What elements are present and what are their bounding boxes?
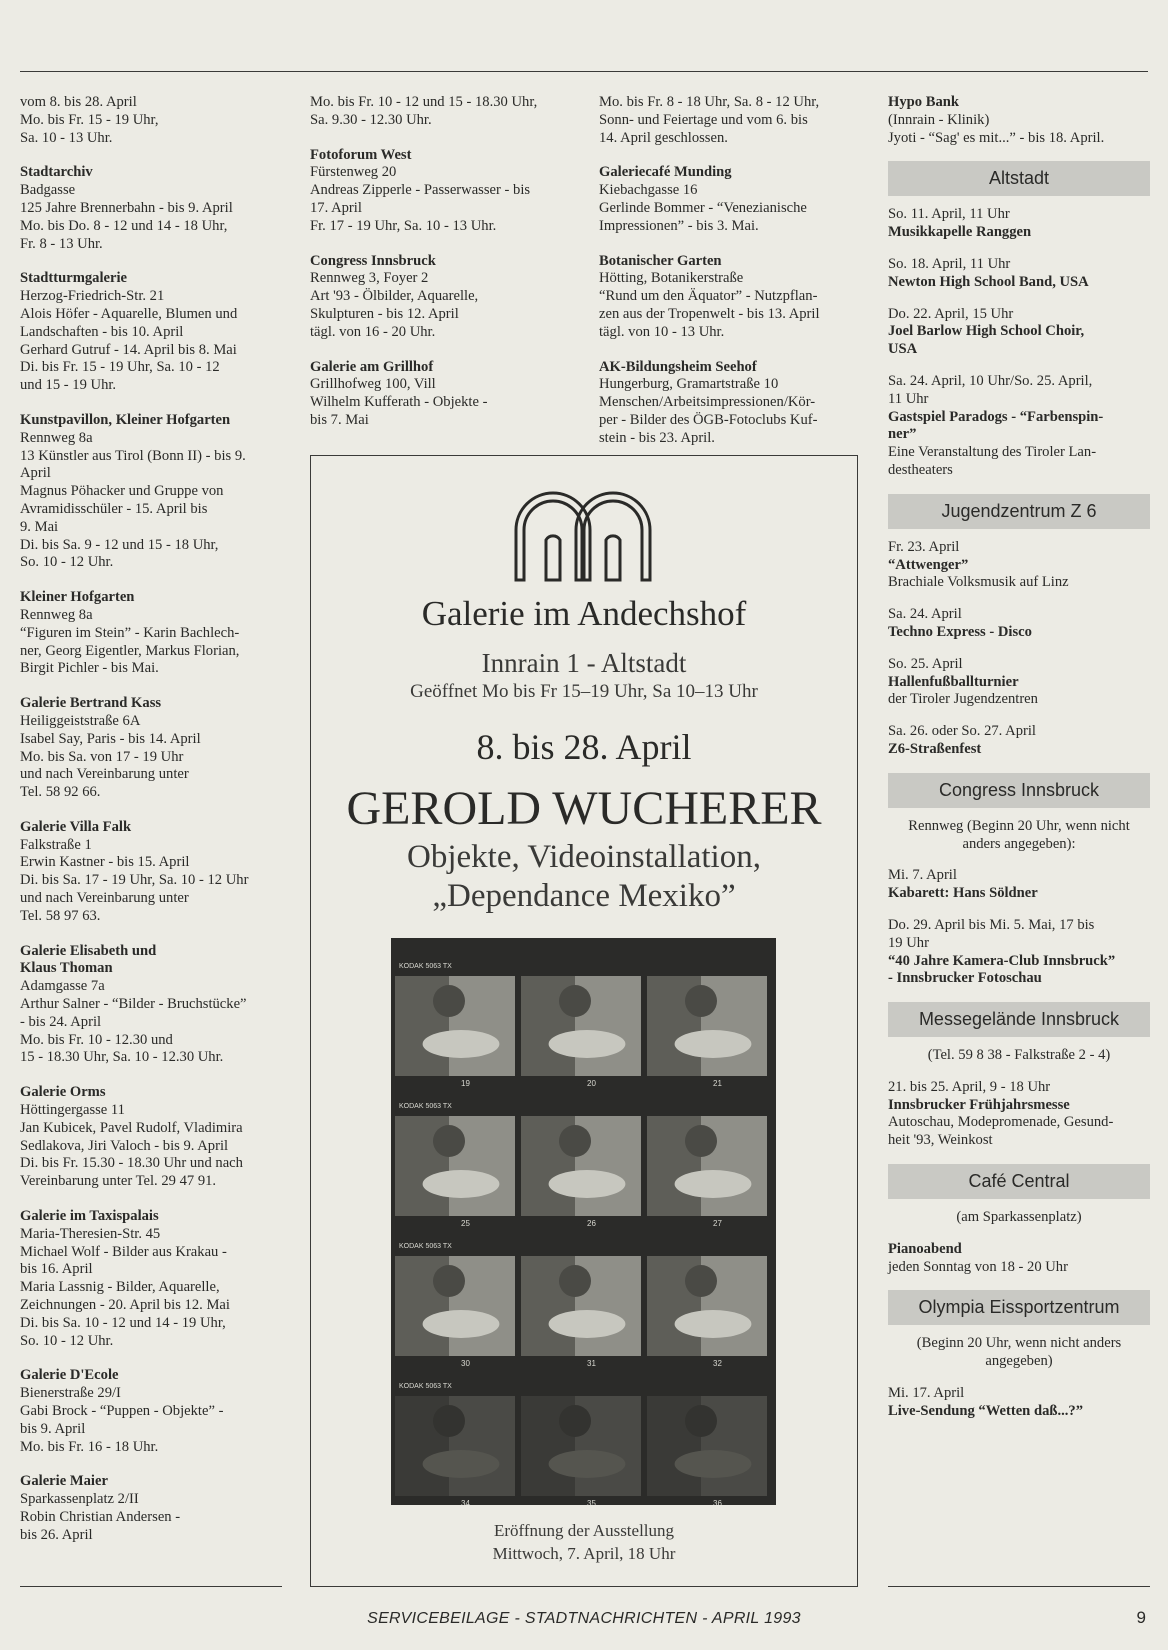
- entry-line: 125 Jahre Brennerbahn - bis 9. April: [20, 199, 233, 216]
- column-events: [888, 94, 1150, 1435]
- section-header: Café Central: [888, 1164, 1150, 1199]
- entry-line: Gerlinde Bommer - “Venezianische: [599, 199, 807, 216]
- entry-title: Galerie Bertrand Kass: [20, 695, 162, 712]
- gallery-entry: [599, 253, 861, 342]
- andechshof-logo-icon: [508, 485, 658, 583]
- entry-line: Rennweg 8a: [20, 606, 93, 623]
- gallery-entry: [599, 164, 861, 235]
- entry-title: Klaus Thoman: [20, 960, 113, 977]
- contact-frame: [395, 1396, 515, 1496]
- gallery-entry: [20, 412, 282, 572]
- entry-title: Fotoforum West: [310, 146, 412, 163]
- section-note: [888, 818, 1150, 854]
- entry-title: AK-Bildungsheim Seehof: [599, 358, 757, 375]
- entry-title: Botanischer Garten: [599, 252, 722, 269]
- ad-opening-line-1: Eröffnung der Ausstellung: [493, 1521, 675, 1540]
- event-title: Kabarett: Hans Söldner: [888, 885, 1038, 902]
- note-line: (Tel. 59 8 38 - Falkstraße 2 - 4): [927, 1047, 1111, 1064]
- entry-line: tägl. von 10 - 13 Uhr.: [599, 323, 725, 340]
- gallery-entry: [20, 94, 282, 147]
- entry-line: vom 8. bis 28. April: [20, 94, 137, 110]
- entry-line: 14. April geschlossen.: [599, 129, 728, 146]
- frame-number: 19: [461, 1079, 470, 1088]
- entry-line: “Figuren im Stein” - Karin Bachlech-: [20, 624, 240, 641]
- entry-line: Rennweg 3, Foyer 2: [310, 270, 429, 287]
- entry-line: 17. April: [310, 199, 362, 216]
- entry-line: Sedlakova, Jiri Valoch - bis 9. April: [20, 1137, 229, 1154]
- frame-number: 35: [587, 1499, 596, 1505]
- entry-line: Michael Wolf - Bilder aus Krakau -: [20, 1243, 227, 1260]
- ad-opening-hours: Geöffnet Mo bis Fr 15–19 Uhr, Sa 10–13 Uhr: [410, 681, 758, 702]
- entry-title: Galerie Orms: [20, 1084, 106, 1101]
- entry-line: Mo. bis Fr. 10 - 12 und 15 - 18.30 Uhr,: [310, 94, 538, 110]
- entry-title: Galeriecafé Munding: [599, 164, 732, 181]
- gallery-entry: [20, 270, 282, 395]
- section-header: Messegelände Innsbruck: [888, 1002, 1150, 1037]
- entry-line: Bienerstraße 29/I: [20, 1385, 121, 1402]
- entry-line: Di. bis Sa. 9 - 12 und 15 - 18 Uhr,: [20, 536, 219, 553]
- entry-title: Galerie Maier: [20, 1473, 108, 1490]
- event-entry: [888, 1241, 1150, 1277]
- entry-line: 15 - 18.30 Uhr, Sa. 10 - 12.30 Uhr.: [20, 1049, 224, 1066]
- entry-line: Di. bis Sa. 10 - 12 und 14 - 19 Uhr,: [20, 1314, 226, 1331]
- entry-title: Galerie am Grillhof: [310, 358, 434, 375]
- entry-line: Fr. 17 - 19 Uhr, Sa. 10 - 13 Uhr.: [310, 217, 497, 234]
- entry-line: stein - bis 23. April.: [599, 429, 715, 446]
- entry-line: Adamgasse 7a: [20, 978, 105, 995]
- entry-line: Hungerburg, Gramartstraße 10: [599, 376, 779, 393]
- event-title: Musikkapelle Ranggen: [888, 224, 1032, 241]
- entry-line: Magnus Pöhacker und Gruppe von: [20, 483, 224, 500]
- contact-frame: [395, 976, 515, 1076]
- entry-line: Birgit Pichler - bis Mai.: [20, 660, 159, 677]
- contact-frame: [647, 1256, 767, 1356]
- event-date: 19 Uhr: [888, 934, 929, 951]
- section-note: [888, 1335, 1150, 1371]
- entry-line: Maria-Theresien-Str. 45: [20, 1225, 161, 1242]
- entry-line: Sonn- und Feiertage und vom 6. bis: [599, 111, 808, 128]
- entry-line: Di. bis Fr. 15.30 - 18.30 Uhr und nach: [20, 1155, 243, 1172]
- event-description: Brachiale Volksmusik auf Linz: [888, 574, 1069, 591]
- entry-line: “Rund um den Äquator” - Nutzpflan-: [599, 288, 818, 305]
- entry-line: Kiebachgasse 16: [599, 182, 698, 199]
- gallery-entry: [20, 943, 282, 1068]
- entry-line: Jan Kubicek, Pavel Rudolf, Vladimira: [20, 1119, 243, 1136]
- entry-line: Mo. bis Do. 8 - 12 und 14 - 18 Uhr,: [20, 217, 228, 234]
- event-date: So. 11. April, 11 Uhr: [888, 206, 1010, 223]
- entry-title: Congress Innsbruck: [310, 252, 436, 269]
- entry-line: 9. Mai: [20, 518, 59, 535]
- contact-frame: [395, 1116, 515, 1216]
- entry-line: 13 Künstler aus Tirol (Bonn II) - bis 9.: [20, 447, 246, 464]
- frame-number: 31: [587, 1359, 596, 1368]
- column-galleries-1: [20, 94, 282, 1562]
- frame-number: 25: [461, 1219, 470, 1228]
- event-entry: [888, 539, 1150, 592]
- contact-frame: [647, 1396, 767, 1496]
- gallery-entry: [599, 359, 861, 448]
- entry-title: Galerie Elisabeth und: [20, 942, 157, 959]
- event-description: destheaters: [888, 461, 953, 478]
- entry-line: Tel. 58 92 66.: [20, 784, 101, 801]
- entry-line: Wilhelm Kufferath - Objekte -: [310, 394, 488, 411]
- event-date: Do. 29. April bis Mi. 5. Mai, 17 bis: [888, 916, 1095, 933]
- gallery-entry: [599, 94, 861, 147]
- event-entry: [888, 256, 1150, 292]
- gallery-advertisement: [310, 455, 858, 1587]
- entry-line: ner, Georg Eigentler, Markus Florian,: [20, 642, 240, 659]
- entry-line: Mo. bis Fr. 8 - 18 Uhr, Sa. 8 - 12 Uhr,: [599, 94, 820, 110]
- contact-frame: [647, 1116, 767, 1216]
- event-date: Sa. 24. April, 10 Uhr/So. 25. April,: [888, 372, 1093, 389]
- entry-title: Kunstpavillon, Kleiner Hofgarten: [20, 411, 231, 428]
- entry-line: So. 10 - 12 Uhr.: [20, 554, 114, 571]
- note-line: angegeben): [985, 1353, 1053, 1370]
- event-entry: [888, 206, 1150, 242]
- event-date: 11 Uhr: [888, 390, 929, 407]
- entry-line: Sa. 10 - 13 Uhr.: [20, 129, 113, 146]
- top-rule: [20, 71, 1148, 72]
- bottom-rule-left: [20, 1586, 282, 1587]
- event-title: Joel Barlow High School Choir,: [888, 323, 1085, 340]
- entry-line: So. 10 - 12 Uhr.: [20, 1332, 114, 1349]
- entry-line: Sa. 9.30 - 12.30 Uhr.: [310, 111, 432, 128]
- entry-title: Galerie im Taxispalais: [20, 1208, 159, 1225]
- entry-line: Zeichnungen - 20. April bis 12. Mai: [20, 1297, 230, 1314]
- event-description: heit '93, Weinkost: [888, 1132, 993, 1149]
- entry-line: Di. bis Sa. 17 - 19 Uhr, Sa. 10 - 12 Uhr: [20, 872, 249, 889]
- event-title: ner”: [888, 426, 917, 443]
- ad-opening-line-2: Mittwoch, 7. April, 18 Uhr: [492, 1544, 676, 1563]
- entry-line: Arthur Salner - “Bilder - Bruchstücke”: [20, 996, 247, 1013]
- entry-line: (Innrain - Klinik): [888, 111, 990, 128]
- ad-works-line-1: Objekte, Videoinstallation,: [407, 839, 761, 875]
- gallery-entry: [20, 819, 282, 926]
- event-entry: [888, 867, 1150, 903]
- entry-line: per - Bilder des ÖGB-Fotoclubs Kuf-: [599, 411, 818, 428]
- entry-line: April: [20, 465, 51, 482]
- event-title: Live-Sendung “Wetten daß...?”: [888, 1402, 1084, 1419]
- contact-frame: [395, 1256, 515, 1356]
- event-title: Innsbrucker Frühjahrsmesse: [888, 1096, 1070, 1113]
- frame-number: 32: [713, 1359, 722, 1368]
- event-date: Fr. 23. April: [888, 538, 960, 555]
- event-entry: [888, 723, 1150, 759]
- event-entry: [888, 656, 1150, 709]
- entry-title: Stadtturmgalerie: [20, 270, 127, 287]
- event-title: Hallenfußballturnier: [888, 673, 1019, 690]
- entry-line: Heiliggeiststraße 6A: [20, 712, 141, 729]
- event-title: “Attwenger”: [888, 556, 969, 573]
- contact-sheet-image: [391, 938, 776, 1505]
- entry-title: Stadtarchiv: [20, 164, 93, 181]
- entry-line: Menschen/Arbeitsimpressionen/Kör-: [599, 394, 816, 411]
- gallery-entry: [310, 253, 572, 342]
- section-header: Olympia Eissportzentrum: [888, 1290, 1150, 1325]
- gallery-entry: [20, 1084, 282, 1191]
- event-title: “40 Jahre Kamera-Club Innsbruck”: [888, 952, 1116, 969]
- contact-frame: [521, 976, 641, 1076]
- gallery-entry: [20, 695, 282, 802]
- event-description: jeden Sonntag von 18 - 20 Uhr: [888, 1258, 1068, 1275]
- gallery-entry: [310, 94, 572, 130]
- note-line: Rennweg (Beginn 20 Uhr, wenn nicht: [908, 817, 1130, 834]
- section-header: Jugendzentrum Z 6: [888, 494, 1150, 529]
- entry-line: und 15 - 19 Uhr.: [20, 377, 117, 394]
- entry-title: Hypo Bank: [888, 94, 959, 110]
- entry-line: Herzog-Friedrich-Str. 21: [20, 288, 165, 305]
- event-date: Mi. 17. April: [888, 1385, 965, 1402]
- column-galleries-3: [599, 94, 861, 465]
- entry-line: bis 9. April: [20, 1420, 86, 1437]
- entry-line: bis 7. Mai: [310, 411, 369, 428]
- footer-title: SERVICEBEILAGE - STADTNACHRICHTEN - APRIL 1993: [367, 1610, 801, 1627]
- page-number: 9: [1136, 1608, 1146, 1627]
- frame-number: 30: [461, 1359, 470, 1368]
- entry-line: Falkstraße 1: [20, 836, 92, 853]
- gallery-entry: [20, 1367, 282, 1456]
- section-header: Altstadt: [888, 161, 1150, 196]
- entry-line: Mo. bis Fr. 16 - 18 Uhr.: [20, 1438, 159, 1455]
- ad-exhibition-dates: 8. bis 28. April: [476, 727, 692, 767]
- film-edge-label: KODAK 5063 TX: [399, 1383, 452, 1390]
- entry-line: Di. bis Fr. 15 - 19 Uhr, Sa. 10 - 12: [20, 359, 220, 376]
- entry-line: bis 26. April: [20, 1526, 93, 1543]
- entry-line: Impressionen” - bis 3. Mai.: [599, 217, 759, 234]
- entry-line: Robin Christian Andersen -: [20, 1508, 181, 1525]
- event-date: Mi. 7. April: [888, 867, 957, 884]
- frame-number: 34: [461, 1499, 470, 1505]
- entry-line: Maria Lassnig - Bilder, Aquarelle,: [20, 1279, 220, 1296]
- event-entry: [888, 1385, 1150, 1421]
- gallery-entry: [20, 1208, 282, 1350]
- film-edge-label: KODAK 5063 TX: [399, 963, 452, 970]
- entry-line: Grillhofweg 100, Vill: [310, 376, 436, 393]
- frame-number: 36: [713, 1499, 722, 1505]
- event-date: So. 25. April: [888, 655, 963, 672]
- entry-line: Vereinbarung unter Tel. 29 47 91.: [20, 1173, 217, 1190]
- gallery-entry: [310, 147, 572, 236]
- frame-number: 20: [587, 1079, 596, 1088]
- entry-line: zen aus der Tropenwelt - bis 13. April: [599, 305, 820, 322]
- event-date: So. 18. April, 11 Uhr: [888, 255, 1011, 272]
- event-entry: [888, 917, 1150, 988]
- event-date: Sa. 26. oder So. 27. April: [888, 723, 1036, 740]
- entry-line: Badgasse: [20, 182, 76, 199]
- event-description: Autoschau, Modepromenade, Gesund-: [888, 1114, 1114, 1131]
- ad-address: Innrain 1 - Altstadt: [481, 648, 687, 678]
- event-entry: [888, 373, 1150, 480]
- contact-frame: [521, 1396, 641, 1496]
- event-title: USA: [888, 341, 918, 358]
- entry-line: Erwin Kastner - bis 15. April: [20, 854, 190, 871]
- entry-title: Kleiner Hofgarten: [20, 589, 135, 606]
- entry-line: Mo. bis Sa. von 17 - 19 Uhr: [20, 748, 184, 765]
- entry-line: Andreas Zipperle - Passerwasser - bis: [310, 182, 531, 199]
- event-entry: [888, 1079, 1150, 1150]
- event-entry: [888, 606, 1150, 642]
- entry-line: Fr. 8 - 13 Uhr.: [20, 235, 103, 252]
- film-edge-label: KODAK 5063 TX: [399, 1243, 452, 1250]
- film-edge-label: KODAK 5063 TX: [399, 1103, 452, 1110]
- gallery-entry: [20, 1473, 282, 1544]
- note-line: (Beginn 20 Uhr, wenn nicht anders: [916, 1335, 1122, 1352]
- event-title: Z6-Straßenfest: [888, 740, 982, 757]
- note-line: anders angegeben):: [962, 835, 1076, 852]
- entry-line: und nach Vereinbarung unter: [20, 890, 189, 907]
- contact-frame: [521, 1116, 641, 1216]
- event-date: Do. 22. April, 15 Uhr: [888, 305, 1014, 322]
- event-entry: [888, 306, 1150, 359]
- ad-gallery-name: Galerie im Andechshof: [421, 594, 747, 633]
- event-entry: [888, 94, 1150, 147]
- entry-line: Avramidisschüler - 15. April bis: [20, 500, 208, 517]
- frame-number: 21: [713, 1079, 722, 1088]
- entry-line: Mo. bis Fr. 15 - 19 Uhr,: [20, 111, 159, 128]
- entry-line: Gabi Brock - “Puppen - Objekte” -: [20, 1403, 224, 1419]
- contact-sheet-photo: [391, 938, 776, 1505]
- entry-title: Galerie D'Ecole: [20, 1367, 119, 1384]
- event-title: - Innsbrucker Fotoschau: [888, 970, 1042, 987]
- entry-line: Rennweg 8a: [20, 429, 93, 446]
- gallery-entry: [20, 589, 282, 678]
- event-title: Newton High School Band, USA: [888, 273, 1089, 290]
- entry-line: tägl. von 16 - 20 Uhr.: [310, 323, 436, 340]
- entry-line: - bis 24. April: [20, 1013, 102, 1030]
- bottom-rule-right: [888, 1586, 1150, 1587]
- section-note: [888, 1209, 1150, 1227]
- gallery-entry: [310, 359, 572, 430]
- entry-line: Fürstenweg 20: [310, 164, 397, 181]
- entry-line: Hötting, Botanikerstraße: [599, 270, 744, 287]
- event-description: der Tiroler Jugendzentren: [888, 691, 1038, 708]
- event-title: Gastspiel Paradogs - “Farbenspin-: [888, 408, 1104, 425]
- event-date: Sa. 24. April: [888, 606, 962, 623]
- event-date: 21. bis 25. April, 9 - 18 Uhr: [888, 1078, 1051, 1095]
- contact-frame: [647, 976, 767, 1076]
- section-header: Congress Innsbruck: [888, 773, 1150, 808]
- entry-line: Gerhard Gutruf - 14. April bis 8. Mai: [20, 341, 237, 358]
- column-galleries-2: [310, 94, 572, 447]
- entry-line: Jyoti - “Sag' es mit...” - bis 18. April.: [888, 129, 1105, 146]
- event-title: Techno Express - Disco: [888, 623, 1032, 640]
- entry-line: Landschaften - bis 10. April: [20, 323, 184, 340]
- entry-line: Sparkassenplatz 2/II: [20, 1491, 139, 1508]
- ad-works-line-2: „Dependance Mexiko”: [432, 878, 736, 914]
- entry-line: und nach Vereinbarung unter: [20, 766, 189, 783]
- entry-title: Galerie Villa Falk: [20, 818, 132, 835]
- frame-number: 26: [587, 1219, 596, 1228]
- section-note: [888, 1047, 1150, 1065]
- event-description: Eine Veranstaltung des Tiroler Lan-: [888, 444, 1097, 461]
- entry-line: Art '93 - Ölbilder, Aquarelle,: [310, 288, 479, 305]
- gallery-entry: [20, 164, 282, 253]
- frame-number: 27: [713, 1219, 722, 1228]
- entry-line: Tel. 58 97 63.: [20, 907, 101, 924]
- event-title: Pianoabend: [888, 1240, 962, 1257]
- entry-line: Isabel Say, Paris - bis 14. April: [20, 730, 201, 747]
- entry-line: Alois Höfer - Aquarelle, Blumen und: [20, 305, 238, 322]
- entry-line: Mo. bis Fr. 10 - 12.30 und: [20, 1031, 173, 1048]
- entry-line: Skulpturen - bis 12. April: [310, 305, 459, 322]
- ad-artist-name: GEROLD WUCHERER: [346, 782, 822, 835]
- entry-line: Höttingergasse 11: [20, 1102, 125, 1119]
- contact-frame: [521, 1256, 641, 1356]
- entry-line: bis 16. April: [20, 1261, 93, 1278]
- note-line: (am Sparkassenplatz): [956, 1209, 1082, 1226]
